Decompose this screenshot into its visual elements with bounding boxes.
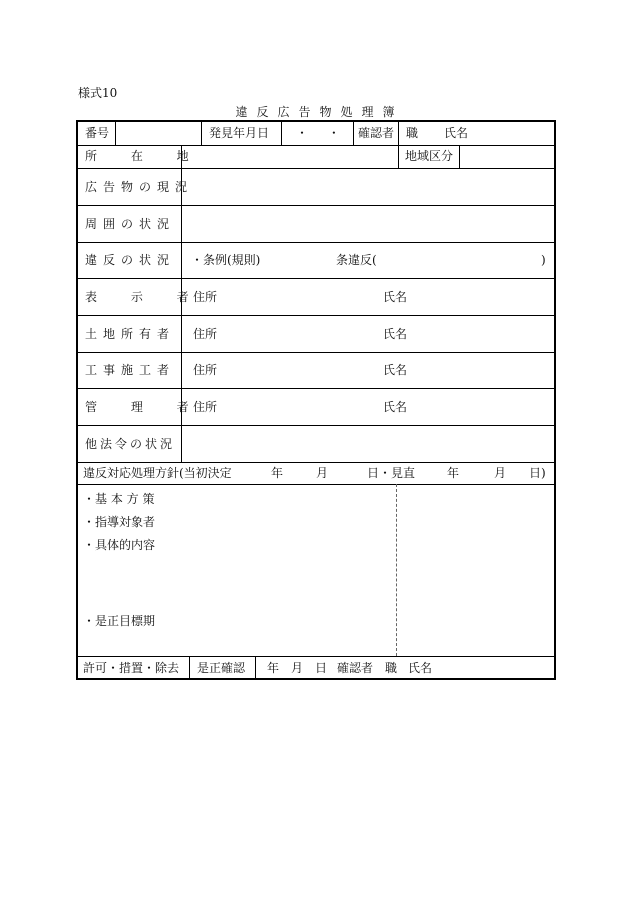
current-state-label: 広告物の現況	[85, 180, 194, 194]
policy-day-close: 日)	[529, 466, 546, 480]
col-divider	[398, 122, 399, 145]
form-table	[76, 120, 556, 680]
policy-item-detail: ・具体的内容	[83, 538, 156, 552]
correction-label: 是正確認	[197, 661, 246, 675]
landowner-address-label: 住所	[193, 327, 218, 341]
row-divider	[78, 145, 554, 146]
permit-label: 許可・措置・除去	[83, 661, 180, 675]
other-law-label: 他法令の状況	[85, 437, 176, 451]
row-divider	[78, 388, 554, 389]
location-label: 所 在 地	[85, 149, 195, 163]
discovery-date-value[interactable]: ・ ・	[296, 126, 340, 140]
row-divider	[78, 656, 554, 657]
displayer-address-label: 住所	[193, 290, 218, 304]
violation-label: 違反の状況	[85, 253, 176, 267]
area-field[interactable]	[462, 147, 550, 165]
policy-month2: 月	[494, 466, 507, 480]
policy-item-target: ・指導対象者	[83, 515, 156, 529]
policy-day-review: 日・見直	[367, 466, 416, 480]
row-divider	[78, 278, 554, 279]
row-divider	[78, 205, 554, 206]
footer-confirmer-label: 確認者	[337, 661, 374, 675]
footer-name-label: 氏名	[408, 661, 433, 675]
violation-article: 条違反(	[336, 253, 377, 267]
row-divider	[78, 425, 554, 426]
displayer-label: 表 示 者	[85, 290, 195, 304]
col-divider	[398, 145, 399, 168]
col-divider	[189, 656, 190, 678]
col-divider	[115, 122, 116, 145]
policy-year2: 年	[447, 466, 460, 480]
manager-address-label: 住所	[193, 400, 218, 414]
row-divider	[78, 462, 554, 463]
policy-year: 年	[271, 466, 284, 480]
contractor-address-label: 住所	[193, 363, 218, 377]
col-divider	[255, 656, 256, 678]
name-label: 氏名	[444, 126, 469, 140]
policy-header-left: 違反対応処理方針(当初決定	[83, 466, 232, 480]
manager-label: 管 理 者	[85, 400, 195, 414]
policy-item-deadline: ・是正目標期	[83, 614, 156, 628]
form-code: 様式10	[78, 86, 118, 100]
area-label: 地域区分	[405, 149, 454, 163]
displayer-name-label: 氏名	[383, 290, 408, 304]
form-title: 違反広告物処理簿	[235, 105, 404, 119]
footer-position-label: 職	[385, 661, 398, 675]
row-divider	[78, 315, 554, 316]
violation-rule: ・条例(規則)	[191, 253, 261, 267]
surroundings-label: 周囲の状況	[85, 217, 176, 231]
contractor-label: 工事施工者	[85, 363, 176, 377]
contractor-name-label: 氏名	[383, 363, 408, 377]
manager-name-label: 氏名	[383, 400, 408, 414]
position-label: 職	[406, 126, 419, 140]
policy-dashed-divider	[396, 484, 397, 656]
row-divider	[78, 168, 554, 169]
policy-item-basic: ・基 本 方 策	[83, 492, 155, 506]
row-divider	[78, 352, 554, 353]
row-divider	[78, 242, 554, 243]
violation-close: )	[541, 253, 546, 267]
number-label: 番号	[85, 126, 110, 140]
policy-month: 月	[316, 466, 329, 480]
landowner-name-label: 氏名	[383, 327, 408, 341]
confirmer-label: 確認者	[358, 126, 395, 140]
col-divider	[353, 122, 354, 145]
col-divider	[459, 145, 460, 168]
col-divider	[281, 122, 282, 145]
row-divider	[78, 484, 554, 485]
col-divider	[201, 122, 202, 145]
number-field[interactable]	[118, 124, 198, 142]
location-field[interactable]	[184, 147, 394, 165]
landowner-label: 土地所有者	[85, 327, 176, 341]
discovery-date-label: 発見年月日	[209, 126, 270, 140]
footer-date: 年 月 日	[267, 661, 328, 675]
